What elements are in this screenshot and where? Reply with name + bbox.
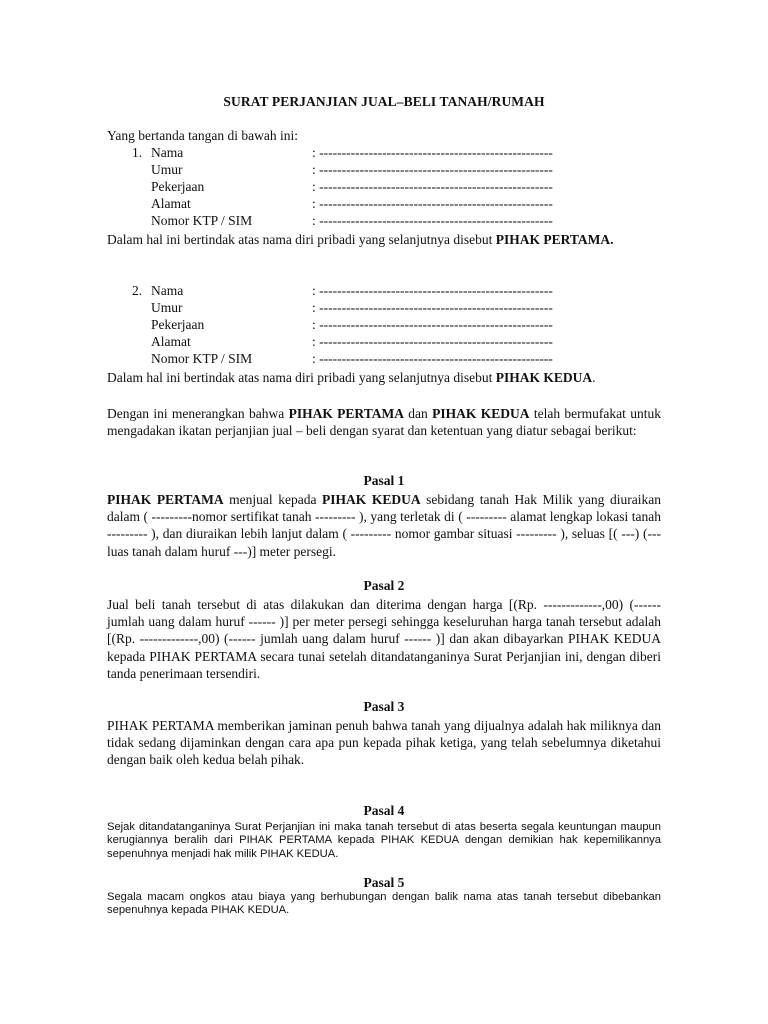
party-1-statement <box>107 231 661 248</box>
party-2-value-alamat: : ---------------------------------------------------- <box>312 334 553 349</box>
pasal-3-body: PIHAK PERTAMA memberikan jaminan penuh bahwa tanah yang dijualnya adalah hak miliknya dan tidak sedang dijaminkan dengan cara apa pun kepada pihak ketiga, yang telah sebelumnya diketahui dengan baik oleh kedua belah pihak. <box>107 718 661 768</box>
party-2-designation: PIHAK KEDUA <box>495 370 593 385</box>
party-1-label-umur: Umur <box>151 162 183 177</box>
pasal-1-party-1: PIHAK PERTAMA <box>107 492 224 507</box>
party-2-value-umur: : ---------------------------------------------------- <box>312 300 553 315</box>
party-1-designation: PIHAK PERTAMA. <box>495 232 614 247</box>
pasal-4-heading: Pasal 4 <box>363 803 405 818</box>
pasal-1-heading: Pasal 1 <box>363 473 405 488</box>
pasal-5-body: Segala macam ongkos atau biaya yang berhubungan dengan balik nama atas tanah tersebut dibebankan sepenuhnya kepada PIHAK KEDUA. <box>107 891 661 917</box>
party-1-value-ktp: : ---------------------------------------------------- <box>312 213 553 228</box>
party-1-label-ktp: Nomor KTP / SIM <box>151 213 253 228</box>
pasal-1-text-2: sebidang tanah Hak Milik yang diuraikan dalam ( ---------nomor sertifikat tanah --------- ), yang terletak di ( --------- alamat lengkap lokasi tanah --------- ), dan diuraikan lebih lanjut dalam ( --------- nomor gambar situasi --------- ), seluas [( ---) (---luas tanah dalam huruf ---)] meter persegi. <box>107 492 661 559</box>
party-1-label-pekerjaan: Pekerjaan <box>151 179 205 194</box>
party-1-value-nama: : ---------------------------------------------------- <box>312 145 553 160</box>
agreement-text-1: Dengan ini menerangkan bahwa <box>107 406 289 421</box>
pasal-2-heading: Pasal 2 <box>363 578 405 593</box>
party-1-value-pekerjaan: : ---------------------------------------------------- <box>312 179 553 194</box>
party-2-label-pekerjaan: Pekerjaan <box>151 317 205 332</box>
pasal-1-body <box>107 491 661 560</box>
pasal-3-heading: Pasal 3 <box>363 699 405 714</box>
pasal-2-body: Jual beli tanah tersebut di atas dilakukan dan diterima dengan harga [(Rp. -------------,00) (------ jumlah uang dalam huruf ------ )] per meter persegi sehingga keseluruhan harga tanah tersebut adalah [(Rp. -------------,00) (------ jumlah uang dalam huruf ------ )] dan akan dibayarkan PIHAK KEDUA kepada PIHAK PERTAMA secara tunai setelah ditandatanganinya Surat Perjanjian ini, dengan diberi tanda penerimaan tersendiri. <box>107 597 661 681</box>
party-1-label-nama: Nama <box>151 145 184 160</box>
agreement-paragraph <box>107 405 661 439</box>
intro-text: Yang bertanda tangan di bawah ini: <box>107 128 298 143</box>
pasal-1-text-1: menjual kepada <box>223 492 323 507</box>
party-1-value-umur: : ---------------------------------------------------- <box>312 162 553 177</box>
party-2-label-nama: Nama <box>151 283 184 298</box>
pasal-4-body: Sejak ditandatanganinya Surat Perjanjian ini maka tanah tersebut di atas beserta segala keuntungan maupun kerugiannya beralih dari PIHAK PERTAMA kepada PIHAK KEDUA dengan demikian hak kepemilikannya sepenuhnya menjadi hak milik PIHAK KEDUA. <box>107 821 661 860</box>
party-2-value-nama: : ---------------------------------------------------- <box>312 283 553 298</box>
party-1-number: 1. <box>132 145 143 160</box>
party-1-value-alamat: : ---------------------------------------------------- <box>312 196 553 211</box>
pasal-5-heading: Pasal 5 <box>363 875 405 890</box>
party-2-label-alamat: Alamat <box>151 334 191 349</box>
party-2-statement-end: . <box>592 370 596 385</box>
party-2-statement <box>107 370 596 386</box>
agreement-party-2: PIHAK KEDUA <box>432 406 530 421</box>
party-2-value-pekerjaan: : ---------------------------------------------------- <box>312 317 553 332</box>
agreement-party-1: PIHAK PERTAMA <box>288 406 404 421</box>
party-2-value-ktp: : ---------------------------------------------------- <box>312 351 553 366</box>
party-2-label-ktp: Nomor KTP / SIM <box>151 351 253 366</box>
document-title: SURAT PERJANJIAN JUAL–BELI TANAH/RUMAH <box>223 94 545 109</box>
party-1-statement-text: Dalam hal ini bertindak atas nama diri pribadi yang selanjutnya disebut <box>107 232 496 247</box>
party-2-label-umur: Umur <box>151 300 183 315</box>
party-2-number: 2. <box>132 283 143 298</box>
agreement-text-3: telah bermufakat untuk mengadakan ikatan perjanjian jual – beli dengan syarat dan ketentuan yang diatur sebagai berikut: <box>107 406 661 439</box>
pasal-1-party-2: PIHAK KEDUA <box>322 492 421 507</box>
party-1-label-alamat: Alamat <box>151 196 191 211</box>
agreement-text-2: dan <box>403 406 433 421</box>
party-2-statement-text: Dalam hal ini bertindak atas nama diri pribadi yang selanjutnya disebut <box>107 370 496 385</box>
